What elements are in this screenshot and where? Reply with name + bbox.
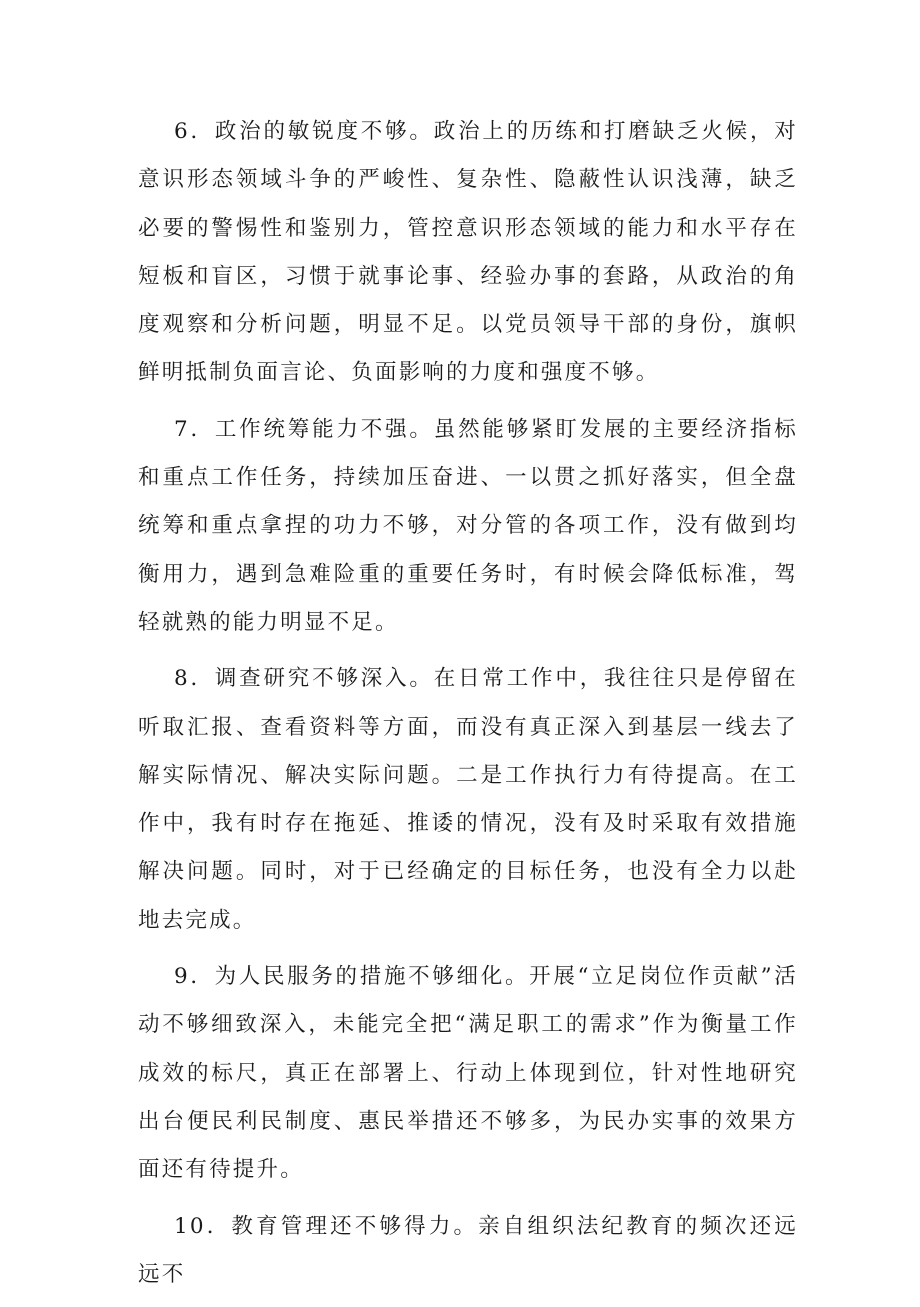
paragraph-10: 10．教育管理还不够得力。亲自组织法纪教育的频次还远远不 [138,1213,798,1287]
paragraph-9: 9．为人民服务的措施不够细化。开展“立足岗位作贡献”活动不够细致深入，未能完全把“满足职工的需求”作为衡量工作成效的标尺，真正在部署上、行动上体现到位，针对性地研究出台便民利民制度、惠民举措还不够多，为民办实事的效果方面还有待提升。 [138,964,798,1183]
document-page [138,108,798,1307]
paragraph-7: 7．工作统筹能力不强。虽然能够紧盯发展的主要经济指标和重点工作任务，持续加压奋进、一以贯之抓好落实，但全盘统筹和重点拿捏的功力不够，对分管的各项工作，没有做到均衡用力，遇到急难险重的重要任务时，有时候会降低标准，驾轻就熟的能力明显不足。 [138,416,798,635]
paragraph-6: 6．政治的敏锐度不够。政治上的历练和打磨缺乏火候，对意识形态领域斗争的严峻性、复杂性、隐蔽性认识浅薄，缺乏必要的警惕性和鉴别力，管控意识形态领域的能力和水平存在短板和盲区，习惯于就事论事、经验办事的套路，从政治的角度观察和分析问题，明显不足。以党员领导干部的身份，旗帜鲜明抵制负面言论、负面影响的力度和强度不够。 [138,119,798,386]
paragraph-8: 8．调查研究不够深入。在日常工作中，我往往只是停留在听取汇报、查看资料等方面，而没有真正深入到基层一线去了解实际情况、解决实际问题。二是工作执行力有待提高。在工作中，我有时存在拖延、推诿的情况，没有及时采取有效措施解决问题。同时，对于已经确定的目标任务，也没有全力以赴地去完成。 [138,666,798,933]
